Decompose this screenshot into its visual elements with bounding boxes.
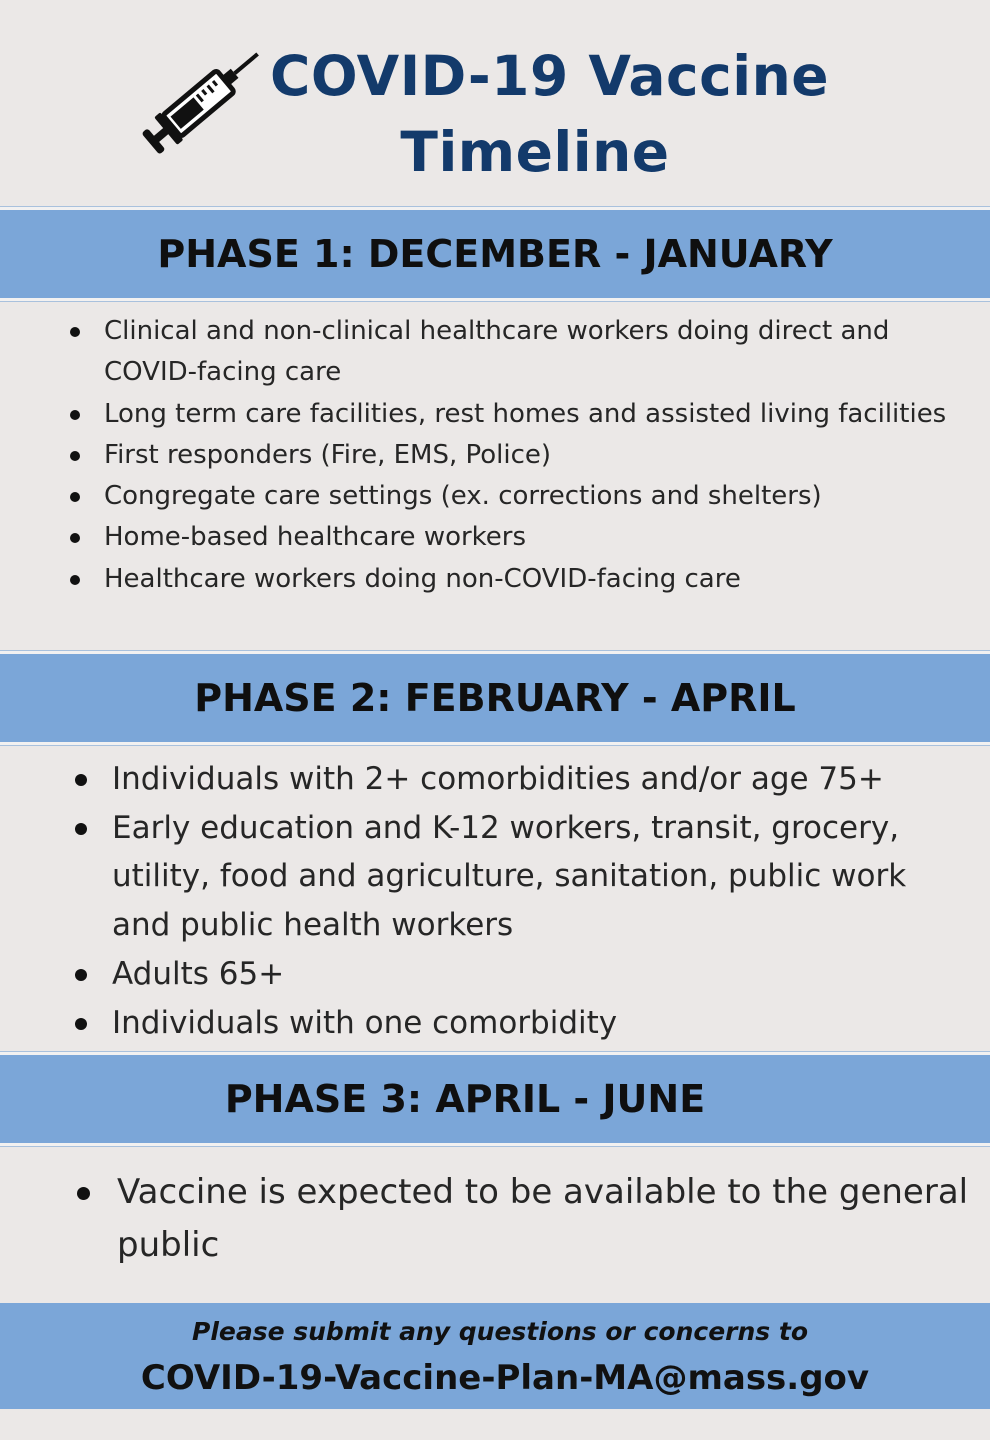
phase-2-band	[0, 651, 990, 745]
list-item: Congregate care settings (ex. corrections and shelters)	[104, 476, 954, 517]
contact-email-link[interactable]: COVID-19-Vaccine-Plan-MA@mass.gov	[140, 1358, 870, 1398]
phase-3-band	[0, 1052, 990, 1146]
list-item: Home-based healthcare workers	[104, 517, 954, 558]
list-item: Individuals with 2+ comorbidities and/or age 75+	[112, 755, 972, 804]
list-item: Adults 65+	[112, 950, 972, 999]
title-line-2: Timeline	[400, 120, 670, 184]
phase-1-band	[0, 207, 990, 301]
phase-2-list	[112, 755, 972, 1047]
footer-note: Please submit any questions or concerns to	[192, 1317, 808, 1346]
list-item: Individuals with one comorbidity	[112, 999, 972, 1048]
syringe-icon	[134, 34, 274, 164]
phase-1-heading: PHASE 1: DECEMBER - JANUARY	[157, 232, 833, 276]
list-item: Vaccine is expected to be available to the general public	[117, 1166, 977, 1272]
title-line-1: COVID-19 Vaccine	[270, 44, 830, 108]
phase-1-list	[104, 311, 954, 600]
phase-3-list	[117, 1166, 977, 1272]
list-item: Early education and K-12 workers, transit, grocery, utility, food and agriculture, sanitation, public work and public health workers	[112, 804, 972, 950]
list-item: First responders (Fire, EMS, Police)	[104, 435, 954, 476]
page-header	[0, 0, 990, 205]
page-title	[270, 38, 830, 190]
list-item: Healthcare workers doing non-COVID-facing care	[104, 559, 954, 600]
phase-3-heading: PHASE 3: APRIL - JUNE	[224, 1077, 706, 1121]
phase-2-heading: PHASE 2: FEBRUARY - APRIL	[194, 676, 796, 720]
list-item: Clinical and non-clinical healthcare workers doing direct and COVID-facing care	[104, 311, 954, 394]
contact-footer	[0, 1303, 990, 1409]
list-item: Long term care facilities, rest homes and assisted living facilities	[104, 394, 954, 435]
